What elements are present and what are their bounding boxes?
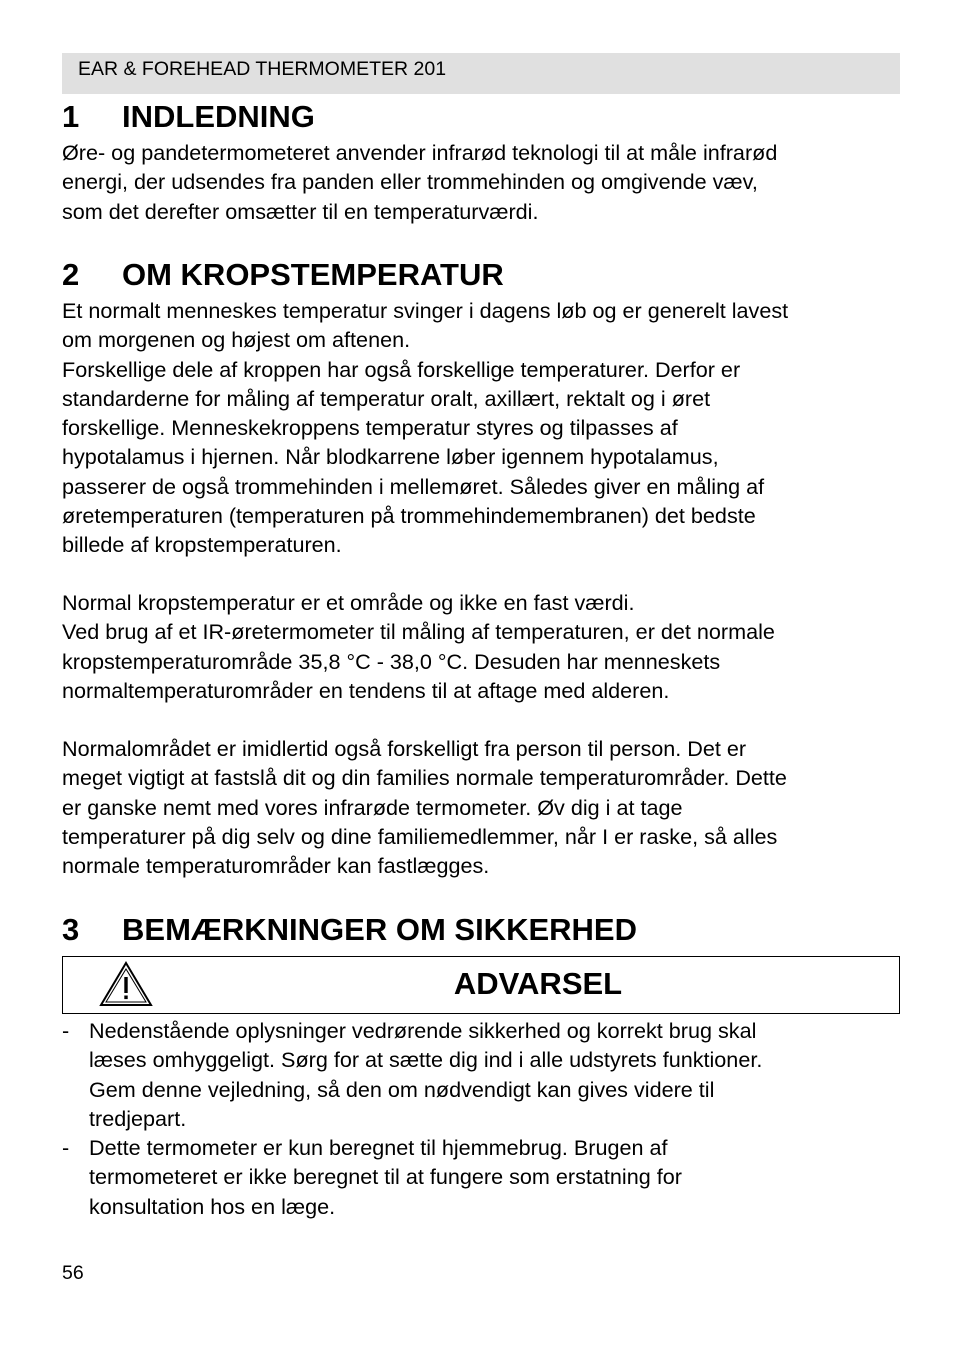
text-line: Dette termometer er kun beregnet til hjemmebrug. Brugen af (89, 1135, 668, 1161)
text-line: Øre- og pandetermometeret anvender infrarød teknologi til at måle infrarød (62, 140, 778, 165)
text-line: kropstemperaturområde 35,8 °C - 38,0 °C. Desuden har menneskets (62, 648, 721, 674)
text-line: Gem denne vejledning, så den om nødvendigt kan gives videre til (89, 1076, 715, 1102)
list-item (62, 1016, 912, 1133)
section-title: BEMÆRKNINGER OM SIKKERHED (122, 912, 637, 947)
list-item (62, 1133, 912, 1221)
section-2-paragraph-2 (62, 588, 912, 705)
text-line: Forskellige dele af kroppen har også forskellige temperaturer. Derfor er (62, 356, 741, 382)
warning-box (62, 956, 900, 1014)
warning-title: ADVARSEL (453, 966, 623, 1001)
text-line: passerer de også trommehinden i mellemøret. Således giver en måling af (62, 473, 765, 499)
section-title: OM KROPSTEMPERATUR (122, 257, 504, 292)
text-line: Normalområdet er imidlertid også forskelligt fra person til person. Det er (62, 736, 747, 761)
section-title: INDLEDNING (122, 99, 315, 134)
section-2-heading (62, 257, 504, 293)
text-line: som det derefter omsætter til en temperaturværdi. (62, 198, 539, 224)
text-line: standarderne for måling af temperatur oralt, axillært, rektalt og i øret (62, 385, 711, 411)
text-line: tredjepart. (89, 1105, 187, 1131)
section-1-body (62, 138, 912, 226)
section-2-paragraph-3 (62, 734, 912, 880)
text-line: læses omhyggeligt. Sørg for at sætte dig ind i alle udstyrets funktioner. (89, 1047, 763, 1073)
page-number: 56 (62, 1262, 84, 1284)
text-line: normale temperaturområder kan fastlægges. (62, 853, 490, 879)
text-line: Normal kropstemperatur er et område og ikke en fast værdi. (62, 590, 635, 615)
safety-notes-list (62, 1016, 912, 1221)
bullet-dash: - (62, 1018, 70, 1043)
text-line: hypotalamus i hjernen. Når blodkarrene løber igennem hypotalamus, (62, 444, 719, 470)
header-title: EAR & FOREHEAD THERMOMETER 201 (78, 58, 447, 80)
text-line: Ved brug af et IR-øretermometer til måling af temperaturen, er det normale (62, 619, 775, 645)
text-line: billede af kropstemperaturen. (62, 532, 342, 558)
bullet-dash: - (62, 1135, 70, 1161)
section-3-heading (62, 912, 637, 948)
section-1-heading (62, 99, 315, 135)
text-line: konsultation hos en læge. (89, 1193, 336, 1219)
text-line: temperaturer på dig selv og dine familiemedlemmer, når I er raske, så alles (62, 823, 778, 849)
text-line: Et normalt menneskes temperatur svinger i dagens løb og er generelt lavest (62, 298, 789, 323)
text-line: om morgenen og højest om aftenen. (62, 327, 411, 353)
text-line: øretemperaturen (temperaturen på trommehindemembranen) det bedste (62, 503, 756, 529)
running-header (62, 53, 900, 94)
text-line: er ganske nemt med vores infrarøde termometer. Øv dig i at tage (62, 794, 683, 820)
text-line: meget vigtigt at fastslå dit og din families normale temperaturområder. Dette (62, 765, 787, 791)
section-number: 3 (62, 912, 80, 947)
text-line: normaltemperaturområder en tendens til at aftage med alderen. (62, 677, 670, 703)
text-line: forskellige. Menneskekroppens temperatur styres og tilpasses af (62, 415, 678, 441)
text-line: energi, der udsendes fra panden eller trommehinden og omgivende væv, (62, 169, 758, 195)
section-number: 2 (62, 257, 80, 292)
section-2-paragraph-1 (62, 296, 912, 560)
text-line: Nedenstående oplysninger vedrørende sikkerhed og korrekt brug skal (89, 1018, 757, 1043)
section-number: 1 (62, 99, 80, 134)
text-line: termometeret er ikke beregnet til at fungere som erstatning for (89, 1164, 682, 1190)
